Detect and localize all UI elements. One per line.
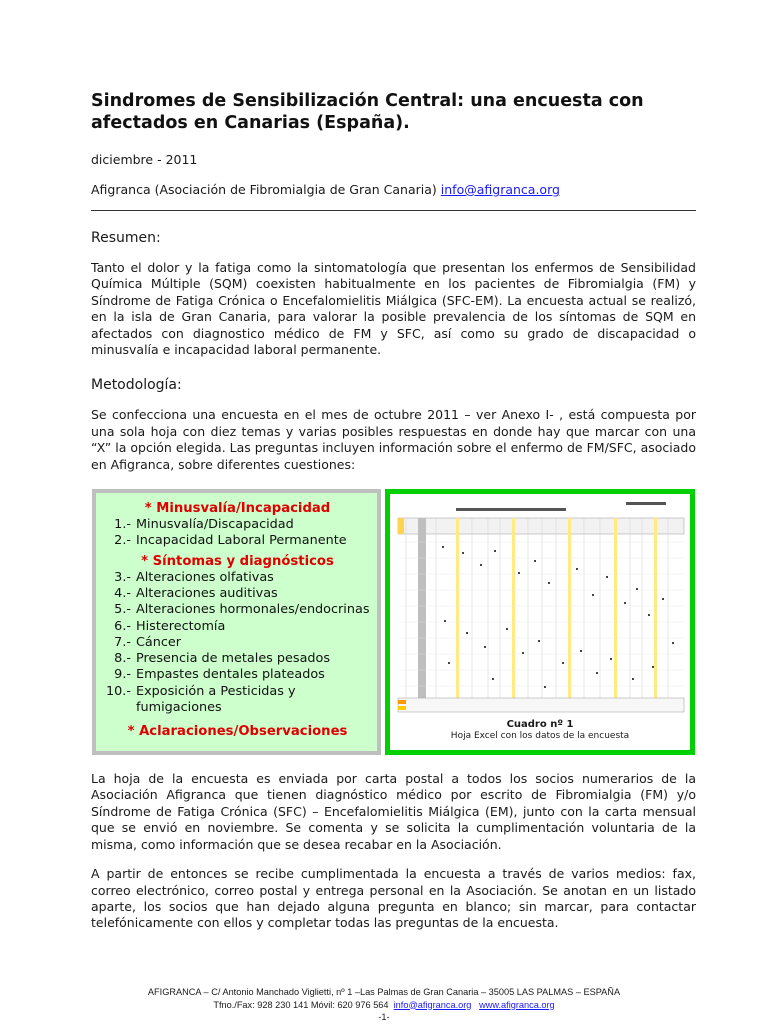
document-date: diciembre - 2011 [91,152,198,167]
organization-email-link[interactable]: info@afigranca.org [440,182,560,197]
list-item: 4.- Alteraciones auditivas [114,585,278,601]
footer-address: AFIGRANCA – C/ Antonio Manchado Viglietti, nº 1 –Las Palmas de Gran Canaria – 35005 LAS PALMAS – ESPAÑA [147,987,621,997]
list-item: 10.- Exposición a Pesticidas y fumigaciones [106,683,296,716]
page-footer [0,986,768,1024]
spreadsheet-thumbnail-image [396,502,686,714]
document-title: Sindromes de Sensibilización Central: una encuesta con afectados en Canarias (España). [91,91,644,133]
list-item: 6.- Histerectomía [114,618,226,634]
metodologia-paragraph: Se confecciona una encuesta en el mes de octubre 2011 – ver Anexo I- , está compuesta por una sola hoja con diez temas y varias posibles respuestas en donde hay que marcar con una “X” la opción elegida. Las preguntas incluyen información sobre el enfermo de FM/SFC, asociado en Afigranca, sobre diferentes cuestiones: [91,407,696,472]
list-item: 5.- Alteraciones hormonales/endocrinas [114,602,370,618]
figure-caption-subtitle: Hoja Excel con los datos de la encuesta [450,731,630,742]
document-page [91,90,696,932]
organization-line [91,182,696,198]
footer-web-link[interactable]: www.afigranca.org [479,999,555,1010]
footer-contact [0,999,768,1012]
figure-caption-title: Cuadro nº 1 [506,719,574,731]
figure-row [91,489,696,759]
envio-paragraph: La hoja de la encuesta es enviada por carta postal a todos los socios numerarios de la Asociación Afigranca que tienen diagnóstico médico por escrito de Fibromialgia (FM) y/o Síndrome de Fatiga Crónica (SFC) – Encefalomielitis Miálgica (EM), junto con la carta mensual que se envió en noviembre. Se comenta y se solicita la cumplimentación voluntaria de la misma, como información que se desea recabar en la Asociación. [91,771,696,852]
section-sintomas-heading: * Síntomas y diagnósticos [141,553,334,569]
page-number: -1- [378,1012,390,1022]
metodologia-heading: Metodología: [91,377,182,394]
list-item: 3.- Alteraciones olfativas [114,569,274,585]
list-item: 9.- Empastes dentales plateados [114,667,325,683]
list-item: 1.- Minusvalía/Discapacidad [114,517,294,533]
section-aclaraciones-heading: * Aclaraciones/Observaciones [127,724,348,740]
recepcion-paragraph: A partir de entonces se recibe cumplimentada la encuesta a través de varios medios: fax, correo electrónico, correo postal y entrega personal en la Asociación. Se anotan en un listado aparte, los socios que han dejado alguna pregunta en blanco; sin marcar, para contactar telefónicamente con ellos y completar todas las preguntas de la encuesta. [91,866,696,931]
footer-phone: Tfno./Fax: 928 230 141 Móvil: 620 976 564 [213,999,389,1010]
list-item: 7.- Cáncer [114,634,182,650]
resumen-heading: Resumen: [91,230,161,246]
title-divider [91,210,696,211]
section-minusvalia-heading: * Minusvalía/Incapacidad [144,501,331,517]
footer-email-link[interactable]: info@afigranca.org [393,999,472,1010]
survey-topics-box [92,489,381,755]
list-item: 8.- Presencia de metales pesados [114,651,331,667]
list-item: 2.- Incapacidad Laboral Permanente [114,533,347,549]
organization-name: Afigranca (Asociación de Fibromialgia de Gran Canaria) [91,182,437,197]
spreadsheet-figure [385,489,695,755]
resumen-paragraph: Tanto el dolor y la fatiga como la sintomatología que presentan los enfermos de Sensibilidad Química Múltiple (SQM) coexisten habitualmente en los pacientes de Fibromialgia (FM) y Síndrome de Fatiga Crónica o Encefalomielitis Miálgica (SFC-EM). La encuesta actual se realizó, en la isla de Gran Canaria, para valorar la posible prevalencia de los síntomas de SQM en afectados con diagnostico médico de FM y SFC, así como su grado de discapacidad o minusvalía e incapacidad laboral permanente. [91,260,696,358]
